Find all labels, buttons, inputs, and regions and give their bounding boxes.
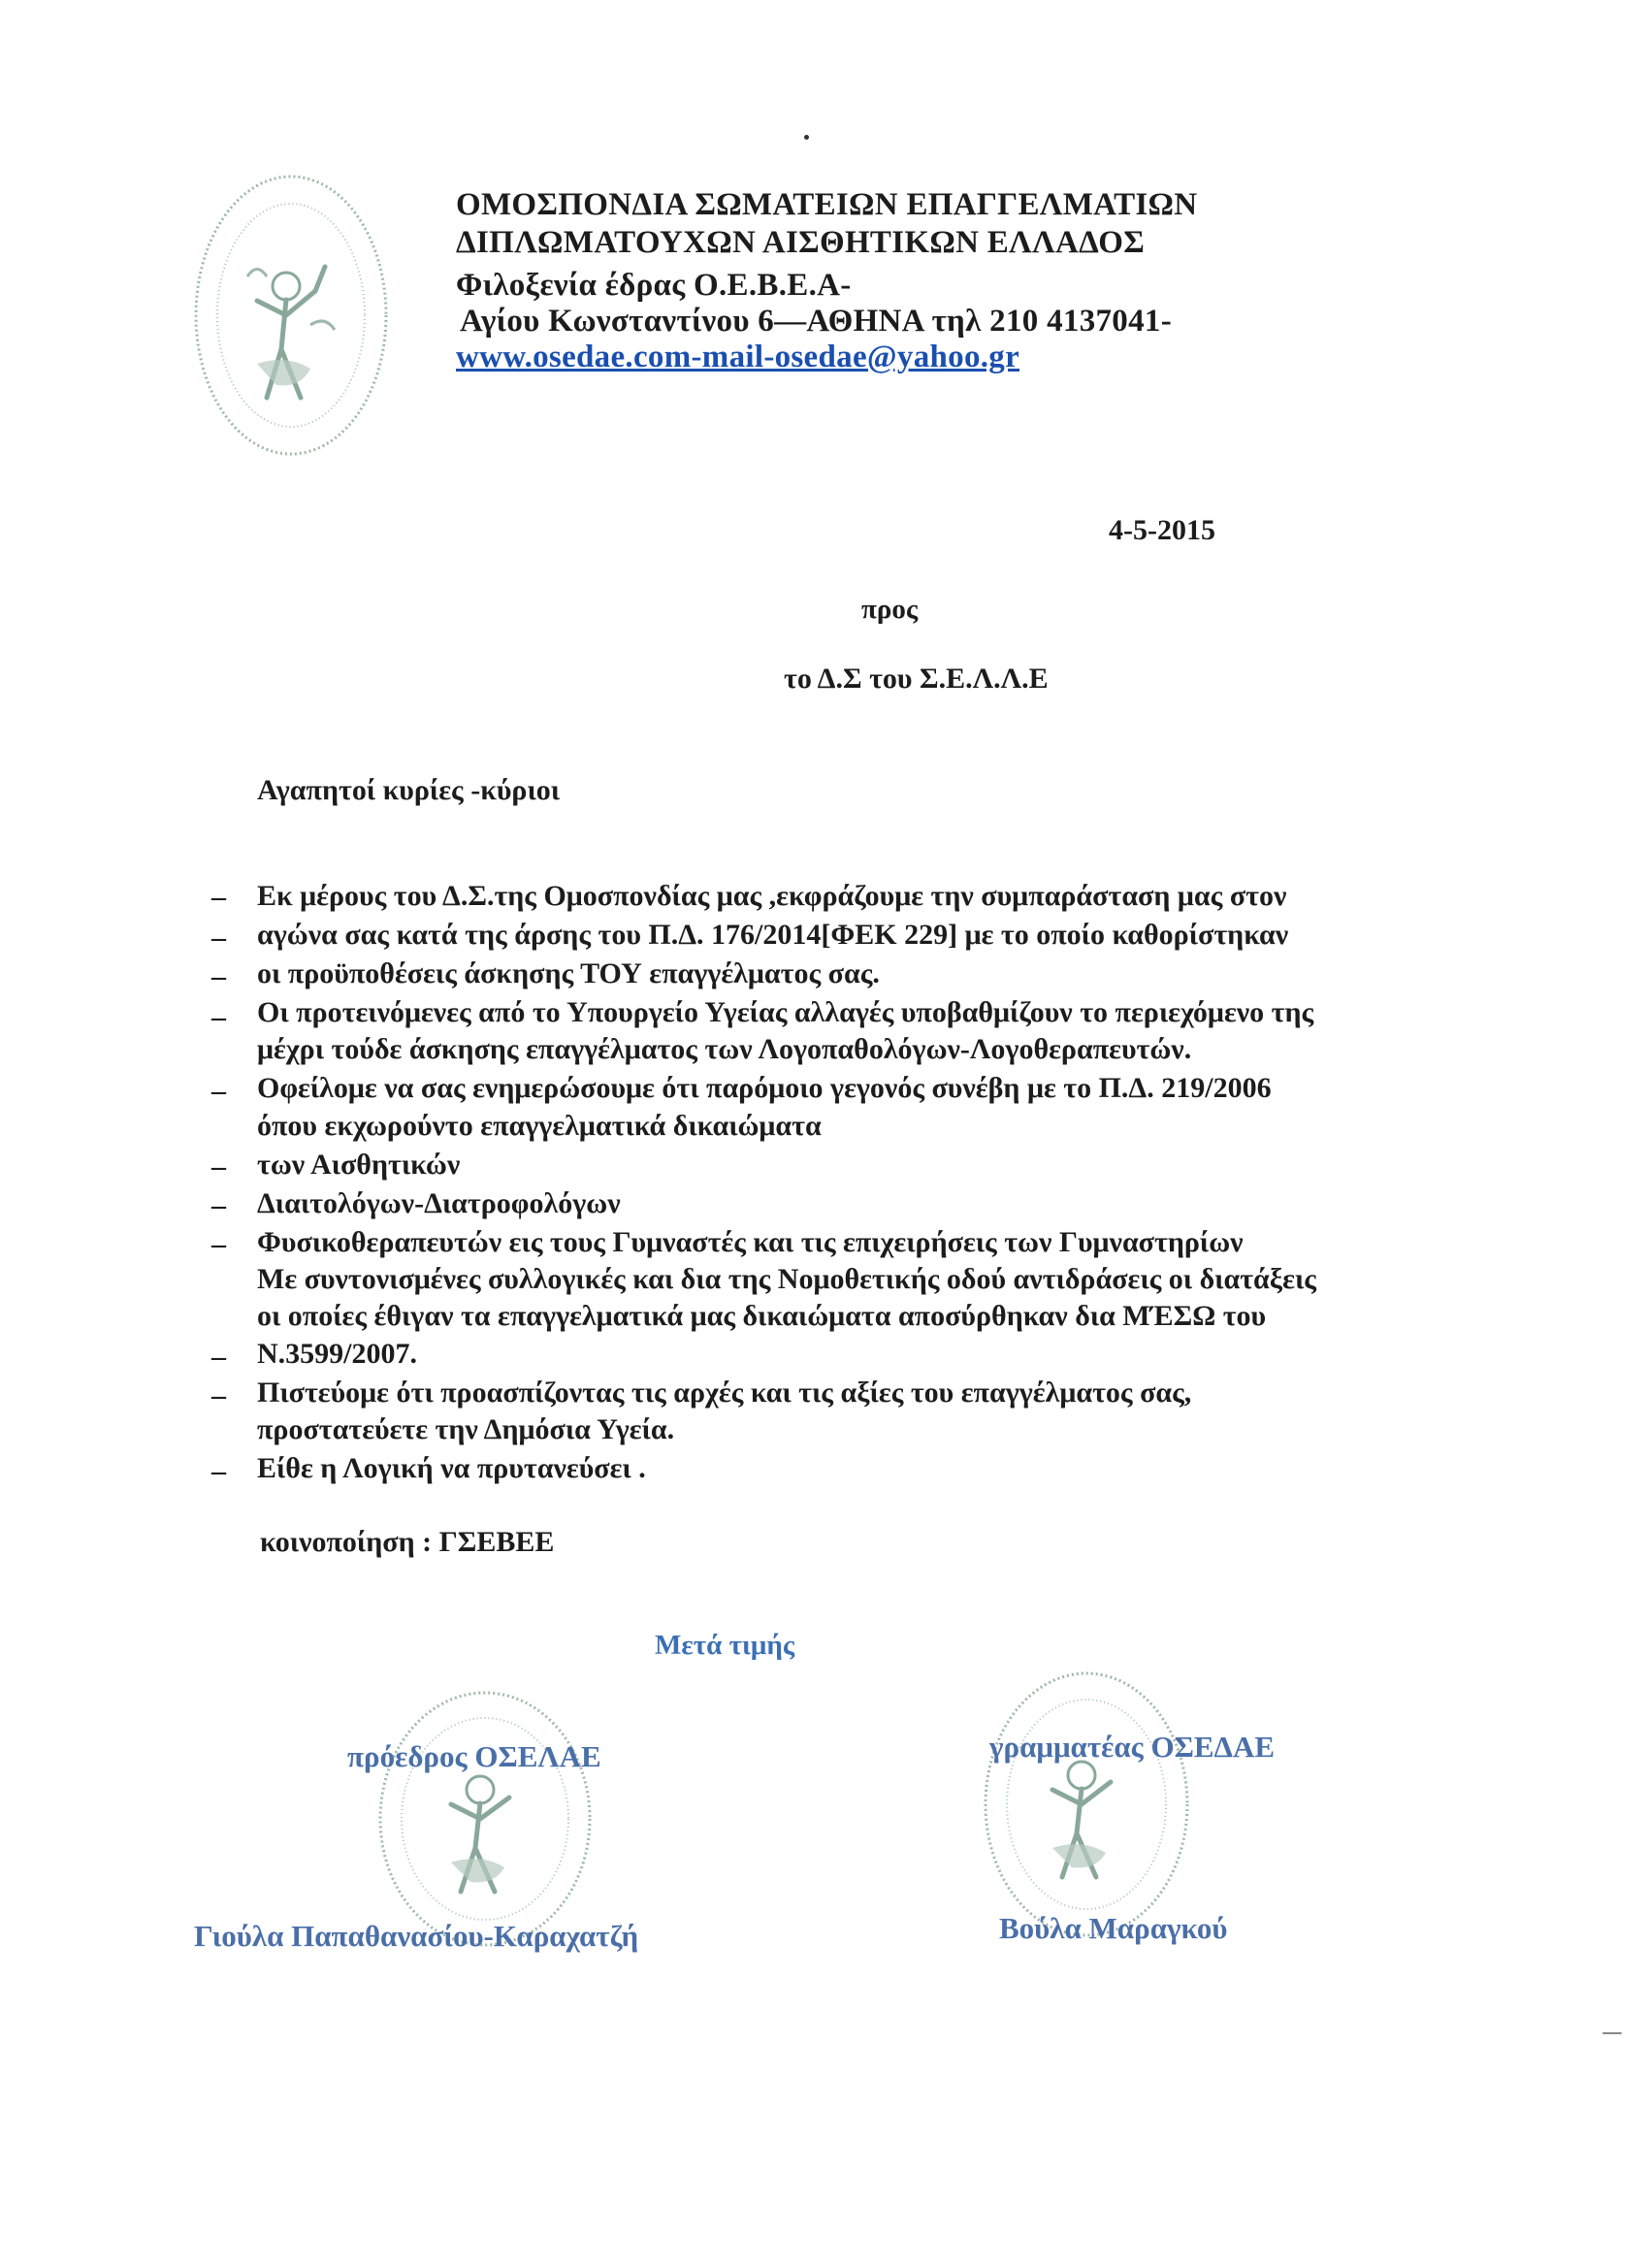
body-line: μέχρι τούδε άσκησης επαγγέλματος των Λογοπαθολόγων-Λογοθεραπευτών. <box>257 1033 1192 1065</box>
body-line: Ν.3599/2007. <box>257 1338 417 1370</box>
body-line: Με συντονισμένες συλλογικές και δια της Νομοθετικής οδού αντιδράσεις οι διατάξεις <box>257 1263 1316 1295</box>
closing: Μετά τιμής <box>655 1630 795 1661</box>
body-line: αγώνα σας κατά της άρσης του Π.Δ. 176/2014[ΦΕΚ 229] με το οποίο καθορίστηκαν <box>257 919 1289 951</box>
header-host: Φιλοξενία έδρας Ο.Ε.Β.Ε.Α- <box>456 268 852 303</box>
body-line: των Αισθητικών <box>257 1149 461 1181</box>
greeting: Αγαπητοί κυρίες -κύριοι <box>257 774 561 806</box>
association-seal <box>189 170 393 461</box>
bullet-dash: – <box>211 881 226 913</box>
bullet-dash: – <box>211 1455 226 1487</box>
bullet-dash: – <box>211 1001 226 1033</box>
body-line: Εκ μέρους του Δ.Σ.της Ομοσπονδίας μας ,εκφράζουμε την συμπαράσταση μας στον <box>257 880 1287 912</box>
secretary-name: Βούλα Μαραγκού <box>999 1911 1228 1945</box>
body-line: Διαιτολόγων-Διατροφολόγων <box>257 1187 621 1219</box>
cc-line: κοινοποίηση : ΓΣΕΒΕΕ <box>260 1526 555 1558</box>
body-line: Οι προτεινόμενες από το Υπουργείο Υγείας αλλαγές υποβαθμίζουν το περιεχόμενο της <box>257 996 1314 1028</box>
president-stamp <box>369 1683 601 1955</box>
president-role: πρόεδρος ΟΣΕΛΑΕ <box>347 1739 601 1773</box>
body-line: Φυσικοθεραπευτών εις τους Γυμναστές και τις επιχειρήσεις των Γυμναστηρίων <box>257 1226 1244 1258</box>
secretary-role: γραμματέας ΟΣΕΔΑΕ <box>989 1730 1276 1764</box>
scan-speck <box>804 135 809 140</box>
header-website-link[interactable]: www.osedae.com-mail-osedae@yahoo.gr <box>456 340 1020 374</box>
bullet-dash: – <box>211 1341 226 1373</box>
body-line: οι οποίες έθιγαν τα επαγγελματικά μας δικαιώματα αποσύρθηκαν δια ΜΈΣΩ του <box>257 1300 1267 1332</box>
to-label: προς <box>861 594 919 625</box>
header-federation-subtitle: ΔΙΠΛΩΜΑΤΟΥΧΩΝ ΑΙΣΘΗΤΙΚΩΝ ΕΛΛΑΔΟΣ <box>456 225 1146 260</box>
body-line: προστατεύετε την Δημόσια Υγεία. <box>257 1413 675 1445</box>
bullet-dash: – <box>211 922 226 954</box>
president-name: Γιούλα Παπαθανασίου-Καραχατζή <box>194 1919 639 1953</box>
body-line: Πιστεύομε ότι προασπίζοντας τις αρχές και τις αξίες του επαγγέλματος σας, <box>257 1377 1192 1409</box>
header-address: Αγίου Κωνσταντίνου 6—ΑΘΗΝΑ τηλ 210 4137041- <box>460 304 1172 339</box>
body-line: Είθε η Λογική να πρυτανεύσει . <box>257 1452 646 1484</box>
recipient: το Δ.Σ του Σ.Ε.Λ.Λ.Ε <box>784 663 1049 695</box>
bullet-dash: – <box>211 960 226 992</box>
bullet-dash: – <box>211 1189 226 1221</box>
body-line: όπου εκχωρούντο επαγγελματικά δικαιώματα <box>257 1110 822 1142</box>
body-line: οι προϋποθέσεις άσκησης ΤΟΥ επαγγέλματος σας. <box>257 957 880 989</box>
letter-date: 4-5-2015 <box>1109 514 1215 546</box>
header-federation-name: ΟΜΟΣΠΟΝΔΙΑ ΣΩΜΑΤΕΙΩΝ ΕΠΑΓΓΕΛΜΑΤΙΩΝ <box>456 187 1198 222</box>
bullet-dash: – <box>211 1075 226 1107</box>
bullet-dash: – <box>211 1150 226 1183</box>
body-line: Οφείλομε να σας ενημερώσουμε ότι παρόμοιο γεγονός συνέβη με το Π.Δ. 219/2006 <box>257 1072 1272 1104</box>
bullet-dash: – <box>211 1228 226 1260</box>
bullet-dash: – <box>211 1379 226 1411</box>
secretary-stamp <box>975 1664 1198 1945</box>
scan-speck <box>1602 2032 1622 2034</box>
